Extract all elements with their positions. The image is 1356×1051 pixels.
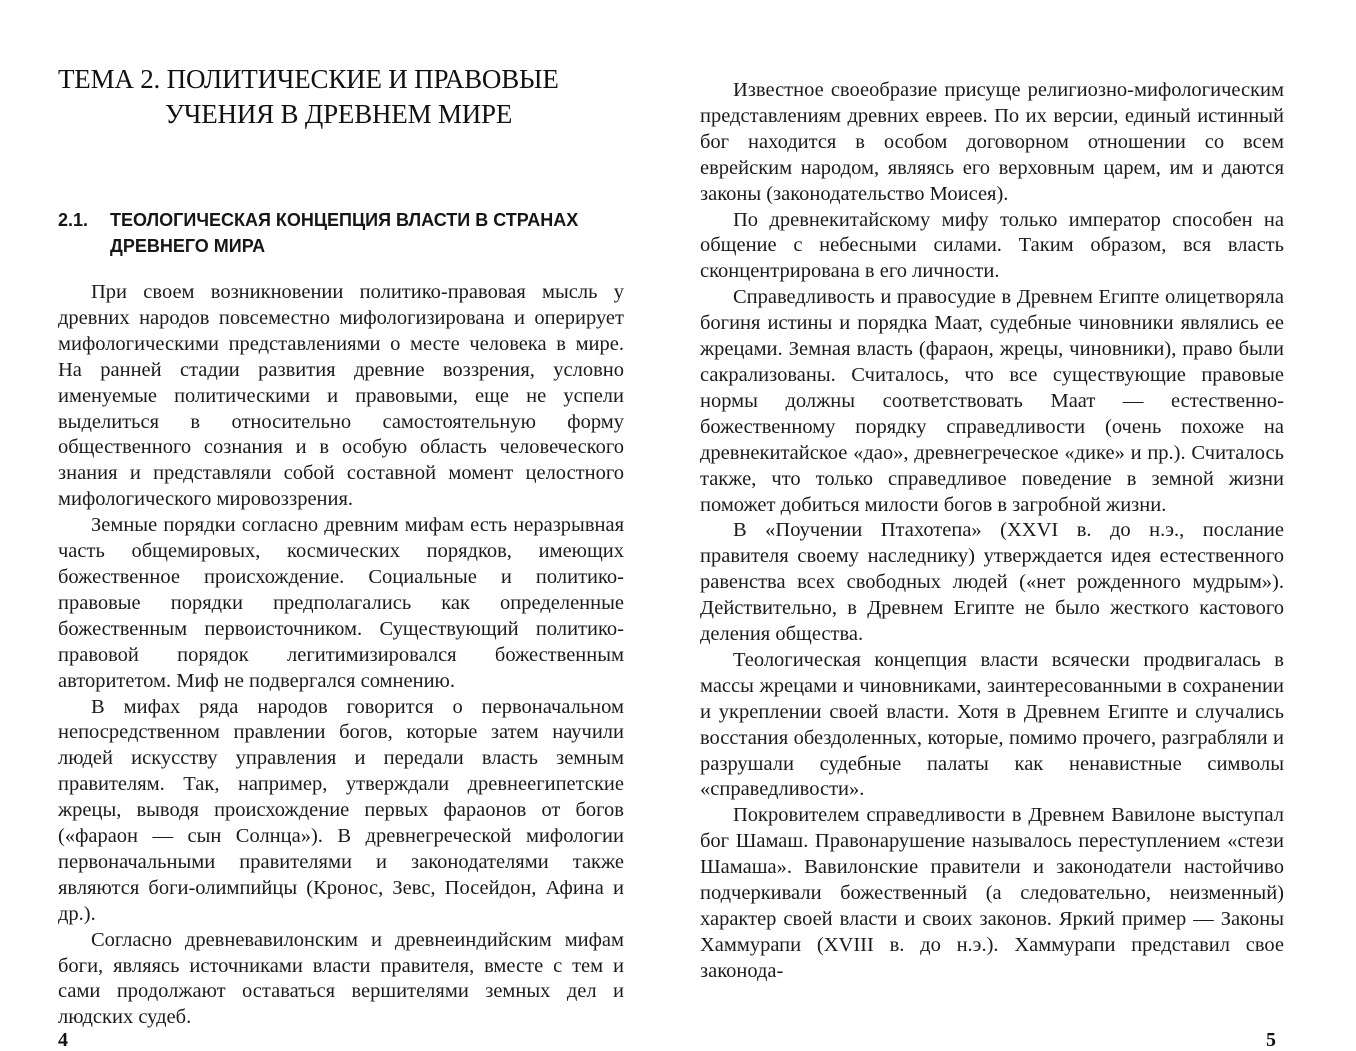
paragraph: Согласно древневавилонским и древнеиндийским мифам боги, являясь источниками власти правителя, вместе с тем и сами продолжают оставаться вершителями земных дел и людских судеб. [58,928,624,1029]
paragraph: По древнекитайскому мифу только император способен на общение с небесными силами. Таким образом, вся власть сконцентрирована в его личности. [700,208,1284,283]
page-number-left: 4 [58,1029,68,1051]
section-heading [58,207,624,259]
page-number-right: 5 [1266,1029,1276,1051]
paragraph: Земные порядки согласно древним мифам есть неразрывная часть общемировых, космических порядков, имеющих божественное происхождение. Социальные и политико-правовые порядки предполагались как определенные божественным первоисточником. Существующий политико-правовой порядок легитимизировался божественным авторитетом. Миф не подвергался сомнению. [58,514,624,692]
chapter-title-line-1: ТЕМА 2. ПОЛИТИЧЕСКИЕ И ПРАВОВЫЕ [58,64,559,94]
chapter-title [58,62,618,132]
chapter-title-line-2: УЧЕНИЯ В ДРЕВНЕМ МИРЕ [165,99,513,129]
right-body-text [700,78,1284,985]
right-page [700,0,1284,1051]
left-page [58,0,624,1051]
paragraph: В мифах ряда народов говорится о первоначальном непосредственном правлении богов, которые затем научили людей искусству управления и передали власть земным правителям. Так, например, утверждали древнеегипетские жрецы, выводя происхождение первых фараонов от богов («фараон — сын Солнца»). В древнегреческой мифологии первоначальными правителями и законодателями также являются боги-олимпийцы (Кронос, Зевс, Посейдон, Афина и др.). [58,695,624,925]
section-title-line-2: ДРЕВНЕГО МИРА [110,236,266,256]
paragraph: Известное своеобразие присуще религиозно-мифологическим представлениям древних евреев. По их версии, единый истинный бог находится в особом договорном отношении со всем еврейским народом, являясь его верховным царем, им и даются законы (законодательство Моисея). [700,79,1284,205]
left-body-text [58,280,624,1031]
paragraph: При своем возникновении политико-правовая мысль у древних народов повсеместно мифологизирована и оперирует мифологическими представлениями о месте человека в мире. На ранней стадии развития древние воззрения, условно именуемые политическими и правовыми, еще не успели выделиться в относительно самостоятельную форму общественного сознания и в особую область человеческого знания и представляли собой составной момент целостного мифологического мировоззрения. [58,281,624,511]
paragraph: Справедливость и правосудие в Древнем Египте олицетворяла богиня истины и порядка Маат, судебные чиновники являлись ее жрецами. Земная власть (фараон, жрецы, чиновники), право были сакрализованы. Считалось, что все существующие правовые нормы должны соответствовать Маат — естественно-божественному порядку справедливости (очень похоже на древнекитайское «дао», древнегреческое «дике» и пр.). Считалось также, что только справедливое поведение в земной жизни поможет добиться милости богов в загробной жизни. [700,286,1284,516]
paragraph: Теологическая концепция власти всячески продвигалась в массы жрецами и чиновниками, заинтересованными в сохранении и укреплении своей власти. Хотя в Древнем Египте и случались восстания обездоленных, которые, помимо прочего, разграбляли и разрушали судебные палаты как ненавистные символы «справедливости». [700,648,1284,801]
section-number: 2.1. [58,210,89,230]
paragraph: Покровителем справедливости в Древнем Вавилоне выступал бог Шамаш. Правонарушение называлось переступлением «стези Шамаша». Вавилонские правители и законодатели настойчиво подчеркивали божественный (а следовательно, неизменный) характер своей власти и своих законов. Яркий пример — Законы Хаммурапи (XVIII в. до н.э.). Хаммурапи представил свое законода- [700,804,1284,982]
section-title-line-1: ТЕОЛОГИЧЕСКАЯ КОНЦЕПЦИЯ ВЛАСТИ В СТРАНАХ [110,210,579,230]
paragraph: В «Поучении Птахотепа» (XXVI в. до н.э., послание правителя своему наследнику) утверждается идея естественного равенства всех свободных людей («нет рожденного мудрым»). Действительно, в Древнем Египте не было жесткого кастового деления общества. [700,519,1284,646]
